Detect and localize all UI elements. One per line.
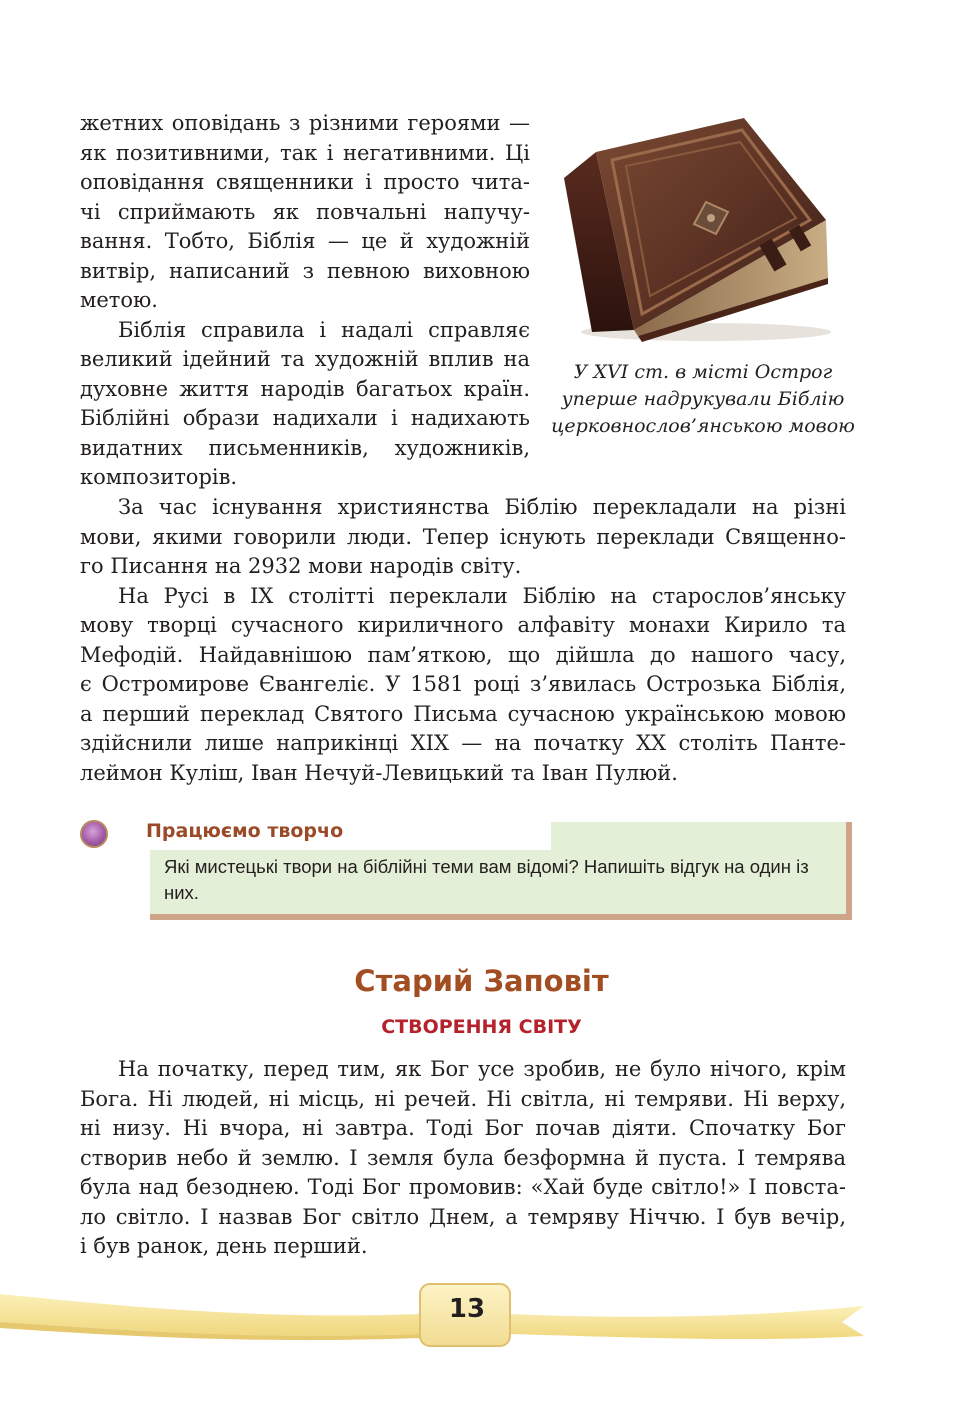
text-line: вання. Тобто, Біблія — це й художній	[80, 229, 530, 253]
text-line: як позитивними, так і негативними. Ці	[80, 140, 530, 165]
section-title: Старий Заповіт	[354, 964, 609, 998]
text-line: метою.	[80, 288, 158, 312]
text-line: ні низу. Ні вчора, ні завтра. Тоді Бог почав діяти. Спочатку Бог	[80, 1116, 846, 1140]
text-line: композиторів.	[80, 465, 238, 489]
text-line: Біблійні образи надихали і надихають	[80, 406, 530, 430]
text-line: чі сприймають як повчальні напучу-	[80, 199, 530, 224]
text-line: Мефодій. Найдавнішою пам’яткою, що дійшла до нашого часу,	[80, 642, 846, 667]
book-photo-icon	[556, 100, 840, 344]
text-line: створив небо й землю. І земля була безформна й пуста. І темрява	[80, 1145, 846, 1170]
text-line: видатних письменників, художників,	[80, 435, 530, 460]
text-line: витвір, написаний з певною виховною	[80, 258, 530, 283]
task-text: Які мистецькі твори на біблійні теми вам відомі? Напишіть відгук на один із них.	[164, 856, 809, 903]
text-line: го Писання на 2932 мови народів світу.	[80, 554, 522, 578]
text-line: а перший переклад Святого Письма сучасною українською мовою	[80, 701, 846, 726]
text-line: і був ранок, день перший.	[80, 1234, 368, 1258]
text-line: мови, якими говорили люди. Тепер існують переклади Священно-	[80, 524, 846, 549]
text-line: На Русі в IX столітті переклали Біблію на старослов’янську	[118, 583, 846, 608]
caption-line: У XVI ст. в місті Острог	[573, 361, 833, 383]
text-line: мову творці сучасного кириличного алфавіту монахи Кирило та	[80, 613, 846, 637]
caption-line: церковнослов’янською мовою	[551, 415, 855, 437]
column-text	[80, 109, 530, 493]
text-line: оповідання священники і просто чита-	[80, 170, 530, 194]
body-text	[80, 493, 846, 788]
text-line: була над безоднею. Тоді Бог промовив: «Хай буде світло!» І повста-	[80, 1175, 846, 1199]
page-number: 13	[448, 1294, 486, 1324]
text-line: леймон Куліш, Іван Нечуй-Левицький та Іван Пулюй.	[80, 760, 678, 785]
text-line: На початку, перед тим, як Бог усе зробив, не було нічого, крім	[118, 1057, 846, 1081]
task-heading: Працюємо творчо	[146, 820, 344, 842]
body-text	[80, 1055, 846, 1262]
photo-caption	[548, 359, 858, 440]
creative-task-box	[78, 818, 850, 920]
text-line: є Остромирове Євангеліє. У 1581 році з’явилась Острозька Біблія,	[80, 672, 846, 696]
text-line: Біблія справила і надалі справляє	[118, 317, 530, 342]
section-subtitle: СТВОРЕННЯ СВІТУ	[381, 1016, 582, 1038]
purple-circle-icon	[80, 820, 108, 848]
text-line: духовне життя народів багатьох країн.	[80, 376, 530, 401]
text-line: здійснили лише наприкінці XIX — на початку XX століть Панте-	[80, 731, 846, 755]
text-line: великий ідейний та художній вплив на	[80, 347, 530, 371]
text-line: Бога. Ні людей, ні місць, ні речей. Ні світла, ні темряви. Ні верху,	[80, 1086, 846, 1111]
text-line: ло світло. І назвав Бог світло Днем, а темряву Ніччю. І був вечір,	[80, 1204, 846, 1229]
text-line: За час існування християнства Біблію перекладали на різні	[118, 495, 846, 519]
text-line: жетних оповідань з різними героями —	[80, 111, 530, 135]
caption-line: уперше надрукували Біблію	[561, 388, 845, 410]
